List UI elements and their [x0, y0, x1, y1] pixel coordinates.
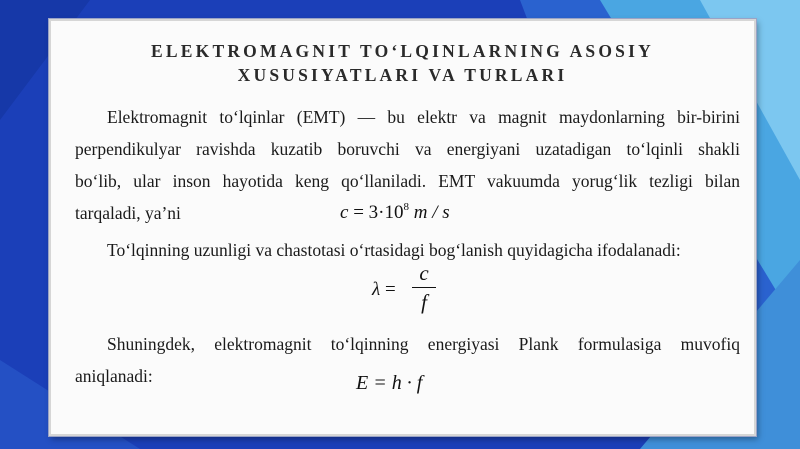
paragraph3-line1: Shuningdek, elektromagnit to‘lqinning energiyasi Plank formulasiga muvofiq	[107, 334, 740, 354]
slide-card	[49, 19, 756, 436]
formula2-lhs: λ	[372, 279, 381, 300]
formula1-exponent: 8	[403, 201, 409, 213]
slide-title-line1: ELEKTROMAGNIT TO‘LQINLARNING ASOSIY	[151, 41, 654, 61]
formula-plank-energy: E = h · f	[356, 372, 423, 394]
paragraph1-line1: Elektromagnit to‘lqinlar (EMT) — bu elektr va magnit maydonlarning bir-birini	[107, 107, 740, 127]
formula1-equals: =	[353, 202, 364, 223]
formula1-coefficient: 3·10	[368, 202, 404, 223]
formula2-equals: =	[384, 279, 396, 300]
slide-title-line2: XUSUSIYATLARI VA TURLARI	[237, 65, 568, 85]
formula2-numerator: c	[419, 261, 429, 285]
paragraph1-line2: perpendikulyar ravishda kuzatib boruvchi va energiyani uzatadigan to‘lqinli shakli	[75, 139, 740, 159]
fraction-bar	[412, 287, 436, 288]
formula-wavelength-fraction	[412, 261, 436, 314]
formula-wavelength-lhs	[372, 279, 396, 301]
formula1-unit: m / s	[413, 202, 450, 223]
paragraph1-line3: bo‘lib, ular inson hayotida keng qo‘llaniladi. EMT vakuumda yorug‘lik tezligi bilan	[75, 171, 740, 191]
formula2-denominator: f	[421, 290, 427, 314]
paragraph1-line4: tarqaladi, ya’ni	[75, 203, 181, 223]
paragraph2-line1: To‘lqinning uzunligi va chastotasi o‘rtasidagi bog‘lanish quyidagicha ifodalanadi:	[107, 240, 681, 260]
formula-speed-of-light	[340, 201, 450, 224]
formula1-lhs: c	[340, 202, 349, 223]
paragraph3-line2: aniqlanadi:	[75, 366, 153, 386]
